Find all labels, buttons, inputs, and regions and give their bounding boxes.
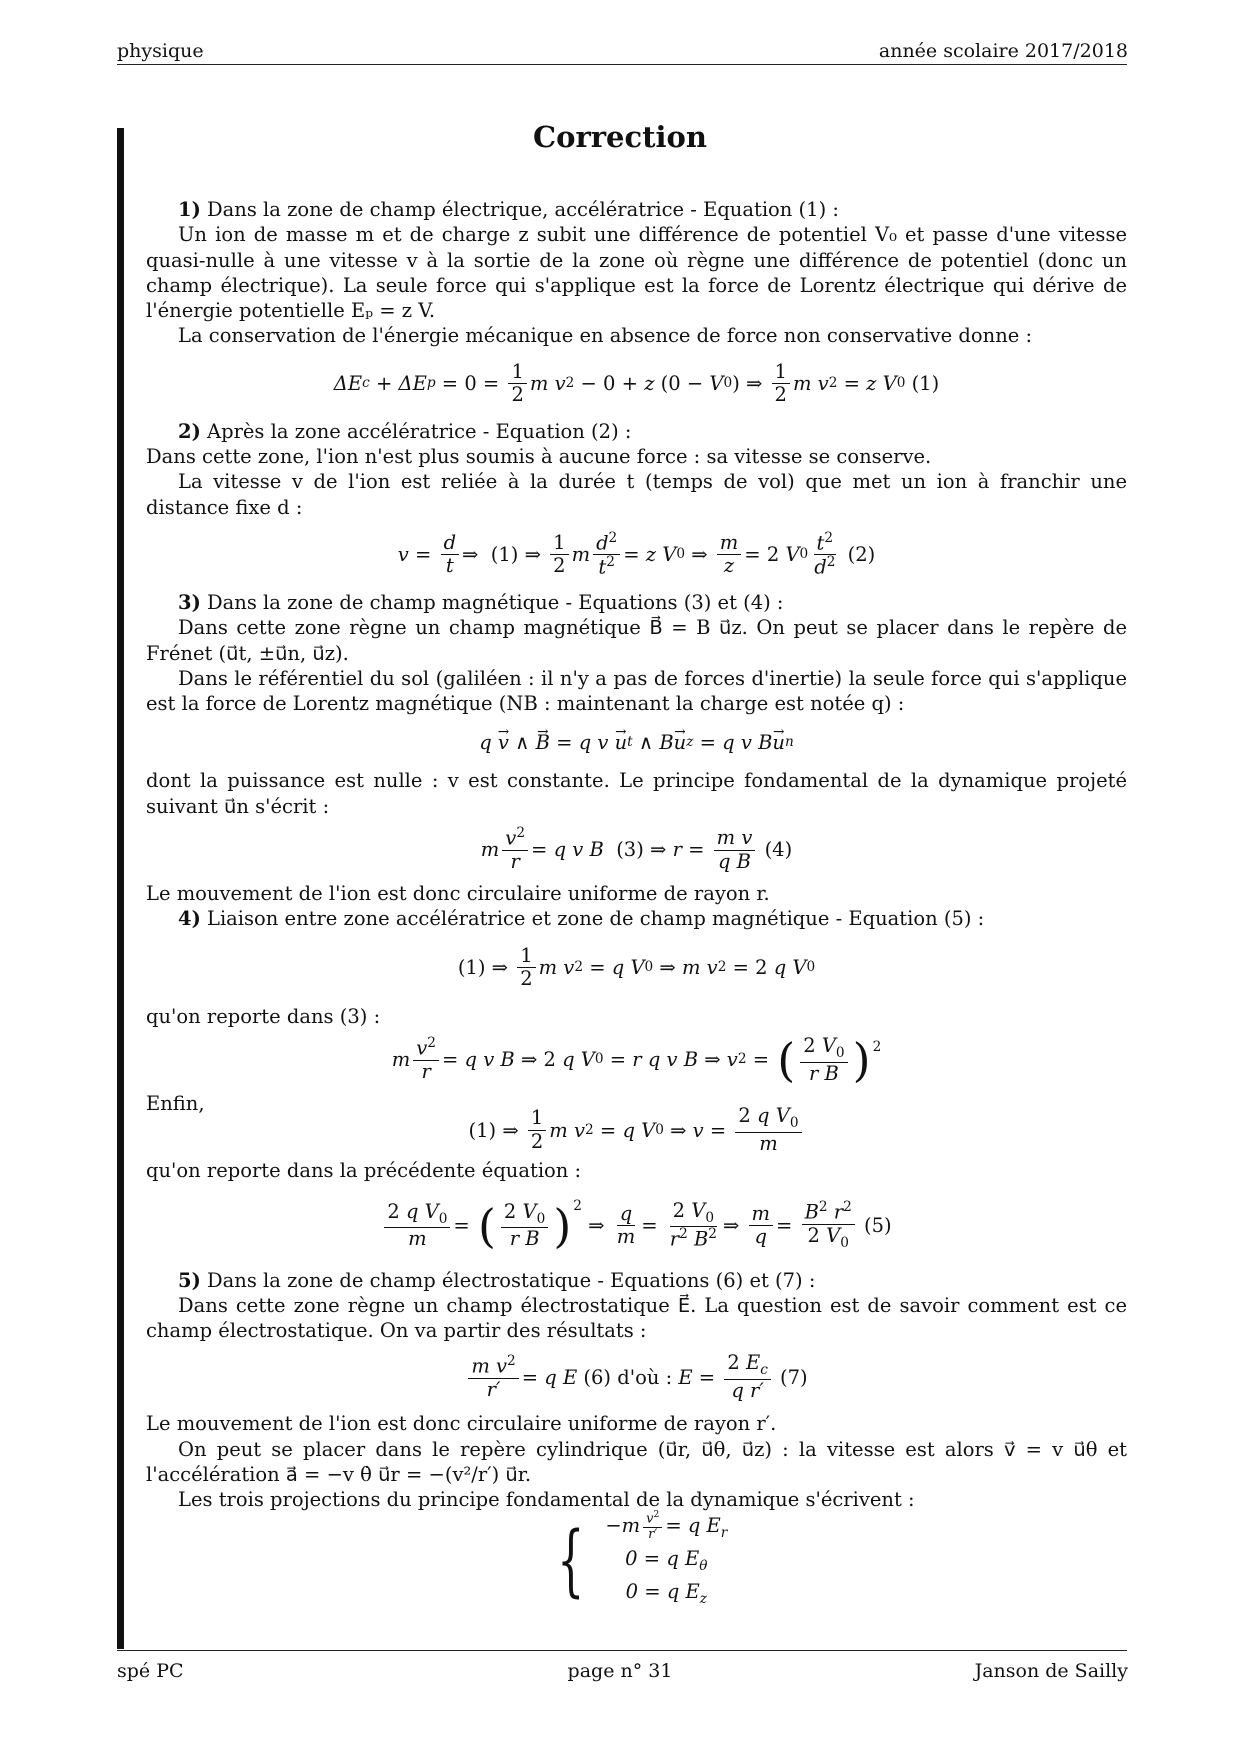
equation-1: Δ E c + Δ E p = 0 = $\frac{1}{2}$ m v 2 − 0 + z (0 − V 0 ) ⇒ $\frac{1}{2}$ m v 2 = z V 0 (1) — [333, 359, 940, 407]
equation-4b: m $\frac{v^2}{r}$ = q v B ⇒ 2 q V 0 = r q v B ⇒ v 2 = ( $\frac{2 V_0}{\text{r B}}$ ) $^2$ — [391, 1032, 882, 1087]
equation-6-7: $\frac{m v^2}{r'}$ = q E (6) d'où : E = $\frac{2 E_c}{\text{q r′}}$ (7) — [146, 1343, 1127, 1411]
s3-paragraph-4: Le mouvement de l'ion est donc circulaire uniforme de rayon r. — [146, 882, 770, 906]
eq2-tag: (2) — [847, 543, 876, 567]
s3-paragraph-2: Dans le référentiel du sol (galiléen : il n'y a pas de forces d'inertie) la seule force qui s'applique est la force de Lorentz magnétique (NB : maintenant la charge est notée q) : — [146, 666, 1127, 716]
eq5-tag: (5) — [864, 1213, 892, 1237]
s3-paragraph-1: Dans cette zone règne un champ magnétique B⃗ = B u⃗z. On peut se placer dans le repère de Frénet (u⃗t, ±u⃗n, u⃗z). — [146, 616, 1127, 665]
s5-paragraph-2: Le mouvement de l'ion est donc circulaire uniforme de rayon r′. — [146, 1412, 777, 1436]
eq1-tag: (1) — [911, 372, 940, 396]
footer-left: spé PC — [117, 1660, 184, 1682]
page-title: Correction — [533, 120, 707, 154]
eq3-tag: (3) — [616, 838, 644, 862]
s4-paragraph-3: qu'on reporte dans la précédente équation : — [146, 1159, 582, 1183]
header-rule — [117, 64, 1127, 65]
s2-heading — [146, 419, 1127, 444]
s1-paragraph-2: La conservation de l'énergie mécanique en absence de force non conservative donne : — [178, 324, 1033, 348]
s4-paragraph-1: qu'on reporte dans (3) : — [146, 1004, 381, 1028]
s5-title: Dans la zone de champ électrostatique - Equations (6) et (7) : — [207, 1268, 816, 1292]
footer-right: Janson de Sailly — [974, 1660, 1128, 1682]
s2-paragraph-2: La vitesse v de l'ion est reliée à la durée t (temps de vol) que met un ion à franchir une distance fixe d : — [146, 470, 1127, 519]
s1-paragraph-1: Un ion de masse m et de charge z subit une différence de potentiel V₀ et passe d'une vitesse quasi-nulle à une vitesse v à la sortie de la zone où règne une différence de potentiel (donc un champ électrique). La seule force qui s'applique est la force de Lorentz électrique qui dérive de l'énergie potentielle Eₚ = z V. — [146, 223, 1127, 323]
s3-title: Dans la zone de champ magnétique - Equations (3) et (4) : — [207, 590, 784, 614]
document-body — [146, 197, 1127, 1609]
s5-paragraph-3: On peut se placer dans le repère cylindrique (u⃗r, u⃗θ, u⃗z) : la vitesse est alors v⃗ = v u⃗θ et l'accélération a⃗ = −v θ̇ u⃗r = −(v²/r′) u⃗r. — [146, 1437, 1127, 1487]
eq4-tag: (4) — [764, 838, 793, 862]
s4-heading — [146, 906, 1127, 931]
eq-mid-text: d'où : — [617, 1365, 673, 1389]
equation-lorentz: q → v ∧ → B = q v → u t ∧ B → u z = q v B → u n — [146, 716, 1127, 768]
margin-bar — [117, 128, 124, 1649]
s2-paragraph-1: Dans cette zone, l'ion n'est plus soumis à aucune force : sa vitesse se conserve. — [146, 445, 932, 469]
eq7-tag: (7) — [780, 1365, 808, 1389]
s2-num: 2) — [178, 419, 201, 443]
s3-paragraph-3: dont la puissance est nulle : v est constante. Le principe fondamental de la dynamique projeté suivant u⃗n s'écrit : — [146, 769, 1127, 818]
s4-num: 4) — [178, 907, 201, 931]
s5-heading — [146, 1268, 1127, 1293]
s1-heading — [146, 197, 1127, 222]
s5-paragraph-4: Les trois projections du principe fondamental de la dynamique s'écrivent : — [178, 1488, 915, 1512]
s5-paragraph-1: Dans cette zone règne un champ électrostatique E⃗. La question est de savoir comment est ce champ électrostatique. On va partir des résultats : — [146, 1293, 1127, 1343]
s4-paragraph-2: Enfin, — [146, 1091, 205, 1115]
s4-title: Liaison entre zone accélératrice et zone de champ magnétique - Equation (5) : — [207, 907, 985, 931]
equation-4c: (1) ⇒ $\frac{1}{2}$ m v 2 = q V 0 ⇒ v = $\frac{2 q V_0}{m}$ — [146, 1102, 1127, 1158]
equation-5: $\frac{2 q V_0}{m}$ = ( $\frac{2 V_0}{\text{r B}}$ ) $^2$ ⇒ $\frac{q}{m}$ = $\frac{2 V_0}{r^2 B^2}$ ⇒ $\frac{m}{q}$ = $\frac{B^2 r^2}{2 V_0}$ (5) — [146, 1184, 1127, 1268]
s3-num: 3) — [178, 590, 201, 614]
equation-2: v = $\frac{d}{t}$ ⇒ (1) ⇒ $\frac{1}{2}$ m $\frac{d^2}{t^2}$ = z V 0 ⇒ $\frac{m}{z}$ = 2 V 0 $\frac{t^2}{d^2}$ (2) — [397, 529, 876, 579]
equation-4a: (1) ⇒ $\frac{1}{2}$ m v 2 = q V 0 ⇒ m v 2 = 2 q V 0 — [457, 943, 816, 991]
s3-heading — [146, 590, 1127, 615]
header-right: année scolaire 2017/2018 — [878, 40, 1128, 62]
header-left: physique — [117, 40, 204, 62]
s2-title: Après la zone accélératrice - Equation (2) : — [207, 419, 632, 443]
s1-title: Dans la zone de champ électrique, accélératrice - Equation (1) : — [207, 198, 839, 221]
equation-3-4: m $\frac{v^2}{r}$ = q v B (3) ⇒ r = $\frac{\text{m v}}{\text{q B}}$ (4) — [480, 825, 793, 874]
eq6-tag: (6) — [583, 1365, 612, 1389]
s5-num: 5) — [178, 1268, 201, 1292]
brace-icon: { — [556, 1515, 585, 1606]
equation-system: { −m $\frac{v^2}{r'}$ = q $E_r$ 0 = q $E_\theta$ 0 = q $E_z$ — [556, 1509, 728, 1607]
footer-rule — [117, 1650, 1127, 1651]
footer-center: page n° 31 — [567, 1660, 673, 1682]
s1-num: 1) — [178, 198, 201, 221]
